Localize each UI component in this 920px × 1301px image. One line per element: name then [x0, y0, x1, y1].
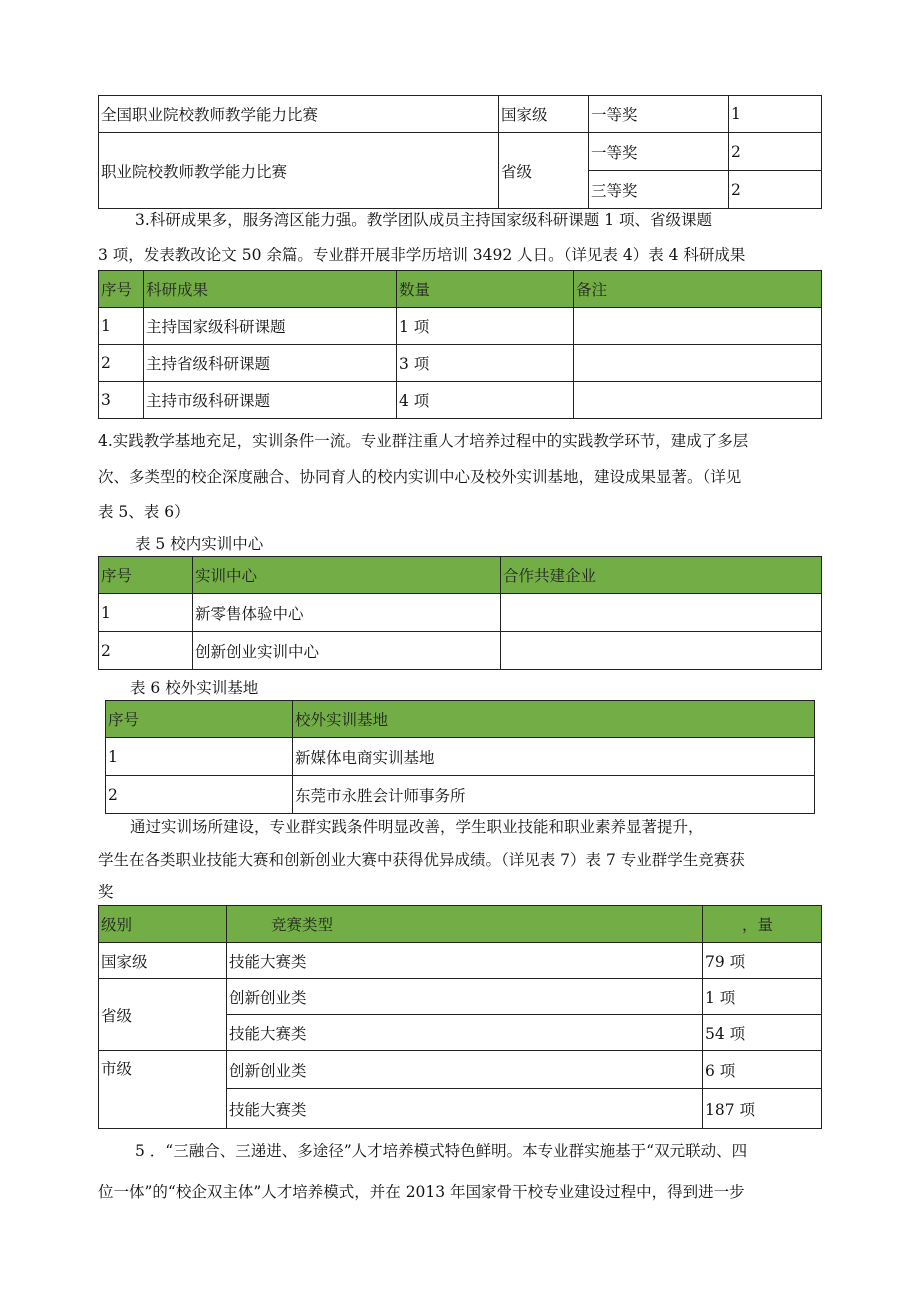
table-header-row: [99, 906, 822, 943]
column-header: 数量: [397, 271, 574, 308]
table-cell: 2: [99, 632, 193, 670]
table-cell: 3: [99, 382, 144, 419]
paragraph-line: 3.科研成果多，服务湾区能力强。教学团队成员主持国家级科研课题 1 项、省级课题: [135, 211, 713, 229]
table-cell: [574, 382, 822, 419]
table-cell: 新零售体验中心: [193, 594, 501, 632]
column-header: 序号: [99, 557, 193, 594]
table-cell: 创新创业类: [227, 979, 703, 1015]
table-cell: 创新创业类: [227, 1051, 703, 1089]
table-cell: 国家级: [499, 96, 589, 133]
paragraph-line: 次、多类型的校企深度融合、协同育人的校内实训中心及校外实训基地，建设成果显著。（详见: [98, 468, 742, 486]
table-row: [99, 594, 822, 632]
table-cell: 职业院校教师教学能力比赛: [99, 133, 499, 209]
column-header: 序号: [106, 701, 293, 738]
table-cell: [501, 632, 822, 670]
table-cell: 一等奖: [589, 96, 729, 133]
table-row: [99, 1051, 822, 1089]
table-cell: 国家级: [99, 943, 227, 979]
table-row: [99, 133, 822, 171]
table-row: [99, 345, 822, 382]
table-caption: 表 6 校外实训基地: [130, 679, 259, 697]
table-cell: 1: [99, 594, 193, 632]
table-cell: 主持省级科研课题: [144, 345, 397, 382]
table-cell: 2: [729, 171, 822, 209]
research-table: [98, 270, 822, 419]
table-row: [99, 96, 822, 133]
table-cell: 省级: [499, 133, 589, 209]
column-header: 校外实训基地: [293, 701, 815, 738]
table-cell: 新媒体电商实训基地: [293, 738, 815, 776]
table-header-row: [99, 557, 822, 594]
table-row: [99, 632, 822, 670]
table-cell: 1: [729, 96, 822, 133]
column-header: 序号: [99, 271, 144, 308]
table-cell: 79 项: [703, 943, 822, 979]
paragraph-line: 4.实践教学基地充足，实训条件一流。专业群注重人才培养过程中的实践教学环节，建成了多层: [98, 432, 749, 450]
table-cell: 1 项: [397, 308, 574, 345]
table-cell: [574, 308, 822, 345]
competition-table: [98, 905, 822, 1129]
table-cell: 1: [99, 308, 144, 345]
paragraph-line: 学生在各类职业技能大赛和创新创业大赛中获得优异成绩。（详见表 7）表 7 专业群学生竞赛获: [98, 851, 745, 869]
table-header-row: [99, 271, 822, 308]
table-cell: 三等奖: [589, 171, 729, 209]
table-row: [99, 943, 822, 979]
column-header: 级别: [99, 906, 227, 943]
table-cell: [574, 345, 822, 382]
table-header-row: [106, 701, 815, 738]
paragraph-line: 奖: [98, 883, 114, 901]
table-cell: 东莞市永胜会计师事务所: [293, 776, 815, 814]
paragraph-line: 3 项，发表教改论文 50 余篇。专业群开展非学历培训 3492 人日。（详见表 4）表 4 科研成果: [98, 246, 746, 264]
column-header: ，量: [703, 906, 822, 943]
table-cell: 2: [99, 345, 144, 382]
paragraph-line: 通过实训场所建设，专业群实践条件明显改善，学生职业技能和职业素养显著提升，: [130, 818, 704, 836]
table-cell: 主持市级科研课题: [144, 382, 397, 419]
table-row: [99, 382, 822, 419]
table-row: [99, 308, 822, 345]
table-cell: 创新创业实训中心: [193, 632, 501, 670]
table-cell: 技能大赛类: [227, 1089, 703, 1129]
table-cell: 1 项: [703, 979, 822, 1015]
table-cell: 2: [729, 133, 822, 171]
column-header: 备注: [574, 271, 822, 308]
table-cell: 市级: [99, 1051, 227, 1129]
table-cell: 全国职业院校教师教学能力比赛: [99, 96, 499, 133]
table-cell: 187 项: [703, 1089, 822, 1129]
table-cell: 3 项: [397, 345, 574, 382]
award-table: [98, 95, 822, 209]
table-row: [99, 979, 822, 1015]
table-row: [106, 776, 815, 814]
table-cell: 主持国家级科研课题: [144, 308, 397, 345]
paragraph-line: 表 5、表 6）: [98, 503, 190, 521]
offcampus-training-table: [105, 700, 815, 814]
column-header: 合作共建企业: [501, 557, 822, 594]
campus-training-table: [98, 556, 822, 670]
table-cell: 6 项: [703, 1051, 822, 1089]
paragraph-line: 位一体”的“校企双主体”人才培养模式，并在 2013 年国家骨干校专业建设过程中，得到进一步: [98, 1183, 745, 1201]
table-cell: 4 项: [397, 382, 574, 419]
table-cell: 一等奖: [589, 133, 729, 171]
paragraph-line: 5 ．“三融合、三递进、多途径”人才培养模式特色鲜明。本专业群实施基于“双元联动、四: [135, 1142, 748, 1160]
table-cell: 1: [106, 738, 293, 776]
column-header: 科研成果: [144, 271, 397, 308]
table-caption: 表 5 校内实训中心: [135, 535, 264, 553]
table-cell: 技能大赛类: [227, 1015, 703, 1051]
table-cell: 省级: [99, 979, 227, 1051]
table-cell: 技能大赛类: [227, 943, 703, 979]
column-header: 竞赛类型: [227, 906, 703, 943]
table-cell: [501, 594, 822, 632]
table-cell: 54 项: [703, 1015, 822, 1051]
table-cell: 2: [106, 776, 293, 814]
column-header: 实训中心: [193, 557, 501, 594]
table-row: [106, 738, 815, 776]
